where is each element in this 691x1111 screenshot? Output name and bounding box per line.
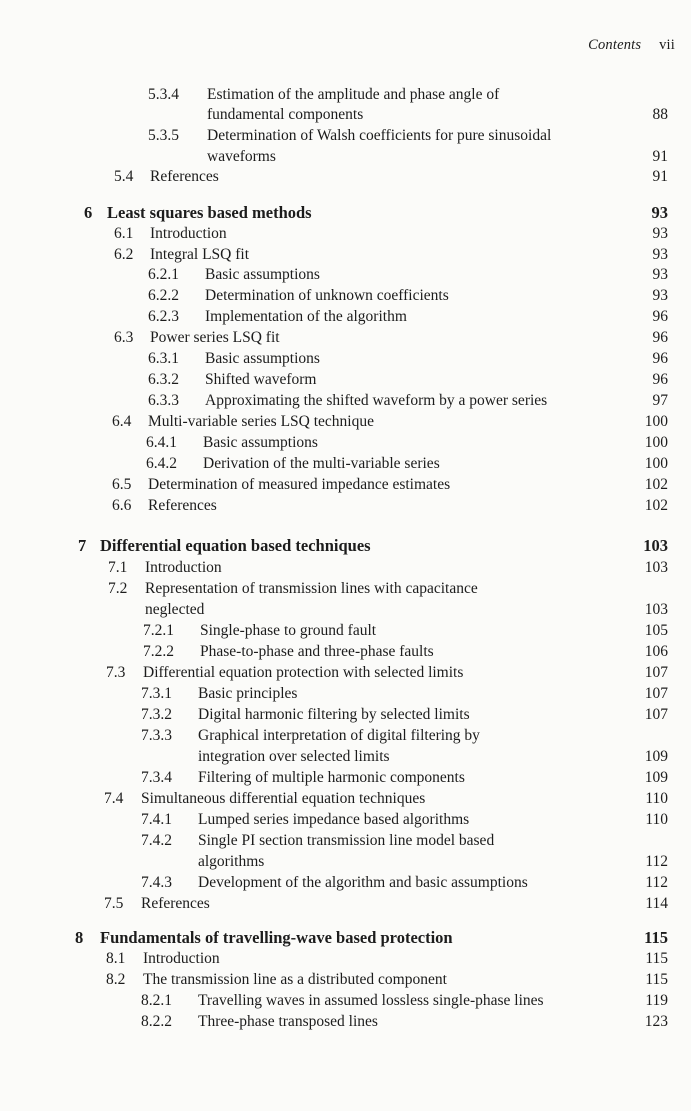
page-ref: 100 [644, 455, 668, 472]
section-title: fundamental components [207, 106, 364, 123]
section-title: integration over selected limits [198, 748, 390, 765]
section-number: 5.3.5 [148, 127, 179, 144]
page-ref: 93 [651, 203, 668, 222]
page-ref: 109 [644, 769, 668, 786]
section-number: 7.2 [108, 580, 128, 597]
page-ref: 107 [644, 685, 668, 702]
section-title: Integral LSQ fit [150, 246, 250, 263]
page-ref: 103 [644, 601, 668, 618]
section-number: 8.1 [106, 950, 126, 967]
section-title: Shifted waveform [205, 371, 317, 388]
section-title: Representation of transmission lines with capacitance [145, 580, 478, 597]
section-title: Introduction [150, 225, 227, 242]
section-number: 6.2.3 [148, 308, 179, 325]
section-number: 7.4 [104, 790, 124, 807]
section-title: Three-phase transposed lines [198, 1013, 378, 1030]
page-ref: 96 [652, 308, 668, 325]
section-number: 7.5 [104, 895, 124, 912]
page-ref: 115 [644, 928, 668, 947]
section-number: 6 [84, 203, 93, 222]
section-title: References [150, 168, 219, 185]
section-number: 7 [78, 536, 87, 555]
section-title: Phase-to-phase and three-phase faults [200, 643, 434, 660]
page-ref: 105 [644, 622, 668, 639]
section-title: Basic assumptions [203, 434, 318, 451]
section-title: Graphical interpretation of digital filtering by [198, 727, 480, 744]
section-number: 6.6 [112, 497, 132, 514]
section-number: 6.4.2 [146, 455, 177, 472]
section-title: Differential equation based techniques [100, 536, 371, 555]
section-number: 6.3.1 [148, 350, 179, 367]
page-ref: 93 [652, 225, 668, 242]
page-ref: 91 [652, 168, 668, 185]
section-number: 6.3.3 [148, 392, 179, 409]
section-number: 6.2.1 [148, 266, 179, 283]
section-title: Development of the algorithm and basic assumptions [198, 874, 528, 891]
section-title: Determination of measured impedance estimates [148, 476, 451, 493]
section-number: 5.3.4 [148, 86, 179, 103]
page-ref: 109 [644, 748, 668, 765]
section-number: 6.3 [114, 329, 134, 346]
section-title: neglected [145, 601, 205, 618]
section-number: 6.4 [112, 413, 132, 430]
page-ref: 96 [652, 350, 668, 367]
section-title: Differential equation protection with selected limits [143, 664, 464, 681]
section-number: 7.2.2 [143, 643, 174, 660]
section-title: Basic principles [198, 685, 298, 702]
section-title: Single-phase to ground fault [200, 622, 377, 639]
section-number: 8 [75, 928, 84, 947]
page-ref: 88 [652, 106, 668, 123]
page-ref: 114 [645, 895, 668, 912]
section-title: Simultaneous differential equation techniques [141, 790, 426, 807]
section-title: Implementation of the algorithm [205, 308, 407, 325]
page-ref: 115 [645, 950, 668, 967]
section-title: Determination of unknown coefficients [205, 287, 449, 304]
page-ref: 93 [652, 246, 668, 263]
section-title: Least squares based methods [107, 203, 312, 222]
section-title: Travelling waves in assumed lossless single-phase lines [198, 992, 544, 1009]
section-title: Derivation of the multi-variable series [203, 455, 440, 472]
page-ref: 96 [652, 329, 668, 346]
section-number: 7.3.1 [141, 685, 172, 702]
section-title: Estimation of the amplitude and phase angle of [207, 86, 500, 103]
page-number: vii [659, 37, 675, 53]
page-ref: 103 [643, 536, 668, 555]
section-title: Single PI section transmission line model based [198, 832, 495, 849]
section-title: waveforms [207, 148, 276, 165]
page-ref: 123 [644, 1013, 668, 1030]
section-number: 7.3 [106, 664, 126, 681]
section-number: 6.1 [114, 225, 134, 242]
page-ref: 106 [644, 643, 668, 660]
page-ref: 110 [645, 811, 668, 828]
page-ref: 103 [644, 559, 668, 576]
section-number: 7.4.1 [141, 811, 172, 828]
page-ref: 91 [652, 148, 668, 165]
section-title: The transmission line as a distributed component [143, 971, 447, 988]
section-number: 5.4 [114, 168, 134, 185]
section-number: 8.2.2 [141, 1013, 172, 1030]
section-number: 7.4.2 [141, 832, 172, 849]
section-number: 7.3.4 [141, 769, 172, 786]
section-title: Basic assumptions [205, 350, 320, 367]
section-title: Fundamentals of travelling-wave based protection [100, 928, 453, 947]
page-ref: 107 [644, 706, 668, 723]
section-title: Multi-variable series LSQ technique [148, 413, 374, 430]
running-title: Contents [588, 37, 642, 53]
section-title: Power series LSQ fit [150, 329, 280, 346]
page-ref: 102 [644, 497, 668, 514]
section-title: Digital harmonic filtering by selected limits [198, 706, 470, 723]
page-ref: 107 [644, 664, 668, 681]
page-ref: 102 [644, 476, 668, 493]
page-ref: 119 [645, 992, 668, 1009]
section-number: 6.4.1 [146, 434, 177, 451]
section-title: Determination of Walsh coefficients for pure sinusoidal [207, 127, 552, 144]
section-title: Approximating the shifted waveform by a power series [205, 392, 548, 409]
page-ref: 100 [644, 434, 668, 451]
page-ref: 112 [645, 853, 668, 870]
section-number: 7.2.1 [143, 622, 174, 639]
section-title: Introduction [145, 559, 222, 576]
page-ref: 100 [644, 413, 668, 430]
section-number: 6.5 [112, 476, 132, 493]
page-ref: 96 [652, 371, 668, 388]
section-number: 7.3.2 [141, 706, 172, 723]
page-ref: 115 [645, 971, 668, 988]
section-number: 8.2.1 [141, 992, 172, 1009]
section-number: 6.3.2 [148, 371, 179, 388]
section-number: 7.3.3 [141, 727, 172, 744]
section-title: Lumped series impedance based algorithms [198, 811, 470, 828]
page-ref: 110 [645, 790, 668, 807]
page-ref: 112 [645, 874, 668, 891]
section-number: 8.2 [106, 971, 126, 988]
section-number: 6.2 [114, 246, 134, 263]
page-ref: 93 [652, 266, 668, 283]
section-title: Filtering of multiple harmonic components [198, 769, 465, 786]
page-ref: 93 [652, 287, 668, 304]
page-ref: 97 [652, 392, 668, 409]
section-title: Basic assumptions [205, 266, 320, 283]
section-title: algorithms [198, 853, 265, 870]
section-title: References [148, 497, 217, 514]
section-title: Introduction [143, 950, 220, 967]
section-title: References [141, 895, 210, 912]
section-number: 6.2.2 [148, 287, 179, 304]
section-number: 7.4.3 [141, 874, 172, 891]
section-number: 7.1 [108, 559, 128, 576]
